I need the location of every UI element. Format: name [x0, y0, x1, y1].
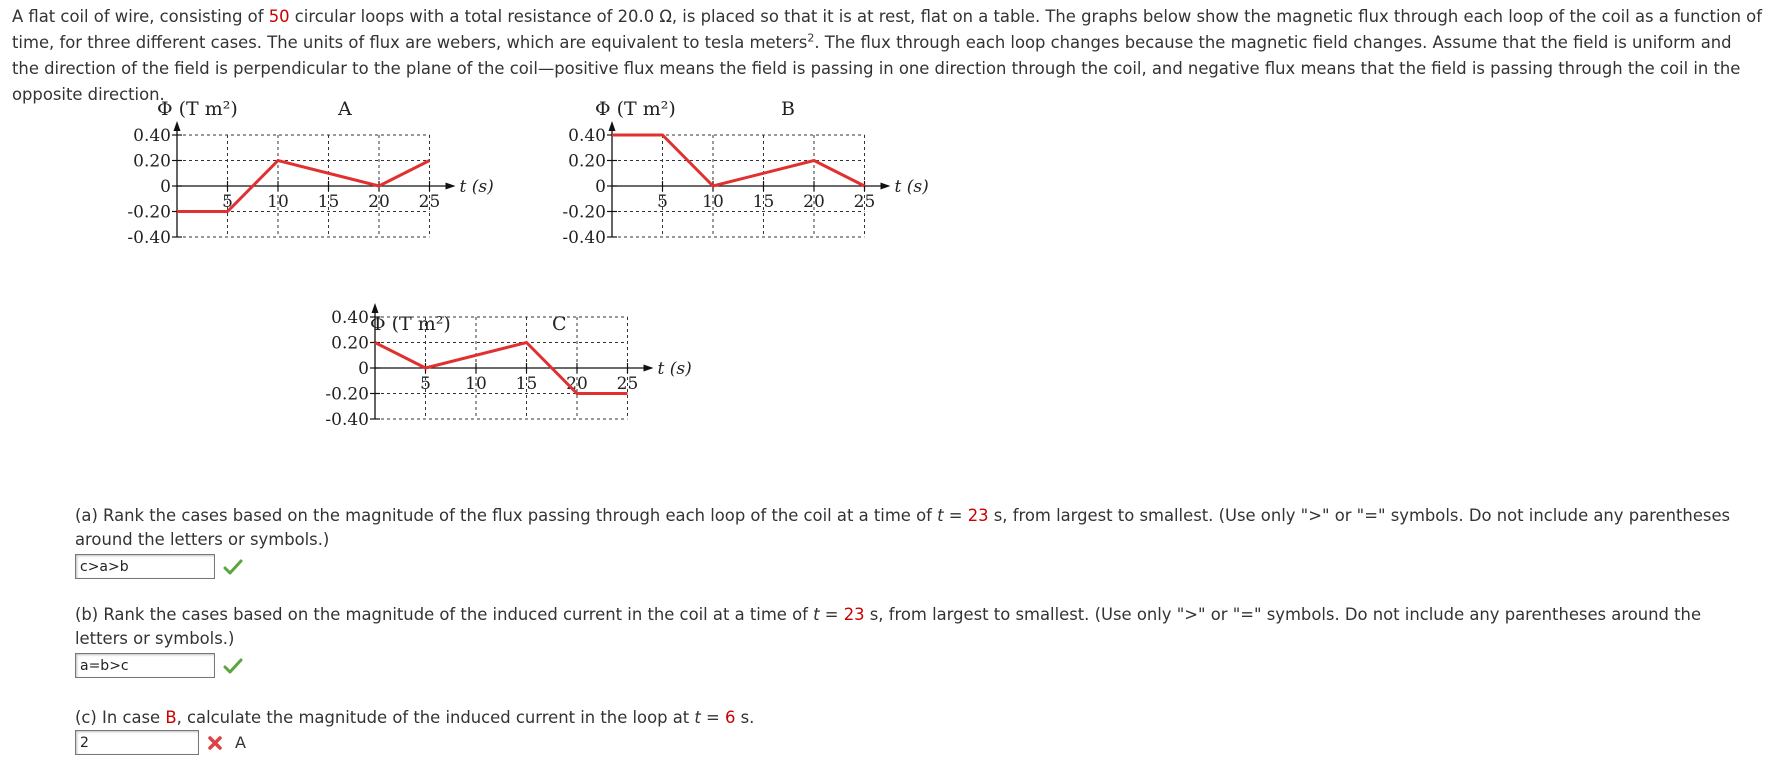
- loops-value: 50: [268, 7, 290, 26]
- x-tick-label: 25: [853, 192, 876, 212]
- time-variable: t: [937, 506, 944, 525]
- x-tick-label: 5: [222, 192, 233, 212]
- y-tick-label: -0.40: [325, 410, 369, 430]
- x-tick-label: 5: [420, 374, 431, 394]
- x-axis-arrow: [881, 183, 891, 190]
- question-b-text: (b) Rank the cases based on the magnitude of the induced current in the coil at a time of: [75, 605, 814, 624]
- x-tick-label: 20: [368, 192, 390, 212]
- y-axis-arrow: [372, 303, 379, 313]
- y-axis-arrow: [174, 121, 181, 131]
- chart-title: A: [338, 98, 352, 120]
- x-tick-label: 15: [317, 192, 340, 212]
- x-tick-label: 5: [657, 192, 668, 212]
- y-tick-label: 0: [160, 177, 171, 197]
- y-tick-label: 0: [595, 177, 606, 197]
- y-tick-label: 0.20: [331, 333, 369, 354]
- x-tick-label: 10: [267, 192, 289, 212]
- chart-title: C: [552, 313, 567, 335]
- question-c-text-end: s.: [735, 708, 755, 727]
- case-value: B: [165, 708, 177, 727]
- x-tick-label: 10: [702, 192, 724, 212]
- x-axis-label: t (s): [657, 359, 692, 379]
- time-variable: t: [694, 708, 701, 727]
- x-tick-label: 25: [616, 374, 639, 394]
- question-c: [75, 706, 1755, 730]
- x-tick-label: 15: [515, 374, 538, 394]
- unit-label: A: [235, 733, 246, 752]
- question-c-text: (c) In case: [75, 708, 166, 727]
- intro-text-2: circular loops with a total resistance of 20.0 Ω, is placed so that it is at rest, flat on a table. The graphs below show the magnetic flux through each loop of the coil as a function of time, for three different cases. The units of flux are webers, which are equivalent to tesla meters: [12, 7, 1762, 52]
- answer-b-row: [75, 653, 243, 678]
- x-tick-label: 20: [803, 192, 825, 212]
- question-a-text: (a) Rank the cases based on the magnitude of the flux passing through each loop of the coil at a time of: [75, 506, 938, 525]
- y-tick-label: 0.40: [568, 126, 606, 146]
- equals-sign: =: [700, 708, 725, 727]
- y-axis-label: Φ (T m²): [157, 98, 238, 120]
- problem-intro: [12, 4, 1762, 108]
- equals-sign: =: [943, 506, 968, 525]
- question-c-text-mid: , calculate the magnitude of the induced current in the loop at: [176, 708, 695, 727]
- intro-superscript: 2: [807, 31, 815, 45]
- flux-graph-b: [562, 96, 1015, 261]
- answer-c-input[interactable]: [75, 730, 199, 755]
- time-variable: t: [813, 605, 820, 624]
- y-tick-label: 0.40: [133, 126, 171, 146]
- x-axis-label: t (s): [459, 177, 494, 197]
- y-tick-label: 0: [358, 359, 369, 379]
- question-a-instructions: s, from largest to smallest. (Use only ">" or "=" symbols. Do not include any parentheses around the letters or symbols.): [75, 506, 1731, 549]
- y-tick-label: -0.20: [127, 202, 171, 223]
- y-tick-label: 0.20: [133, 151, 171, 172]
- x-tick-label: 20: [566, 374, 588, 394]
- answer-b-input[interactable]: [75, 653, 215, 678]
- y-tick-label: -0.20: [562, 202, 606, 223]
- x-axis-label: t (s): [894, 177, 929, 197]
- question-b: [75, 603, 1755, 651]
- answer-a-row: [75, 554, 243, 579]
- intro-text-3: . The flux through each loop changes because the magnetic field changes. Assume that the field is uniform and the direction of the field is perpendicular to the plane of the coil—positive flux means the field is passing in one direction through the coil, and negative flux means that the field is passing through the coil in the opposite direction.: [12, 33, 1741, 104]
- time-value: 23: [843, 605, 865, 624]
- x-axis-arrow: [446, 183, 456, 190]
- y-tick-label: -0.40: [127, 228, 171, 248]
- y-tick-label: 0.40: [331, 308, 369, 328]
- intro-text-1: A flat coil of wire, consisting of: [12, 7, 269, 26]
- check-icon: [223, 559, 243, 575]
- y-axis-label: Φ (T m²): [370, 313, 451, 335]
- x-tick-label: 15: [752, 192, 775, 212]
- question-b-instructions: s, from largest to smallest. (Use only ">" or "=" symbols. Do not include any parentheses around the letters or symbols.): [75, 605, 1702, 648]
- equals-sign: =: [819, 605, 844, 624]
- y-tick-label: -0.40: [562, 228, 606, 248]
- question-a: [75, 504, 1755, 552]
- time-value: 23: [967, 506, 989, 525]
- flux-graph-a: [127, 96, 530, 261]
- check-icon: [223, 658, 243, 674]
- y-axis-label: Φ (T m²): [595, 98, 676, 120]
- x-tick-label: 25: [418, 192, 441, 212]
- x-axis-arrow: [644, 365, 654, 372]
- answer-a-input[interactable]: [75, 554, 215, 579]
- chart-title: B: [781, 98, 795, 120]
- flux-graph-c: [325, 300, 792, 485]
- time-value: 6: [724, 708, 736, 727]
- y-axis-arrow: [609, 121, 616, 131]
- x-tick-label: 10: [465, 374, 487, 394]
- y-tick-label: -0.20: [325, 384, 369, 405]
- cross-icon: [207, 735, 223, 751]
- y-tick-label: 0.20: [568, 151, 606, 172]
- answer-c-row: [75, 730, 246, 755]
